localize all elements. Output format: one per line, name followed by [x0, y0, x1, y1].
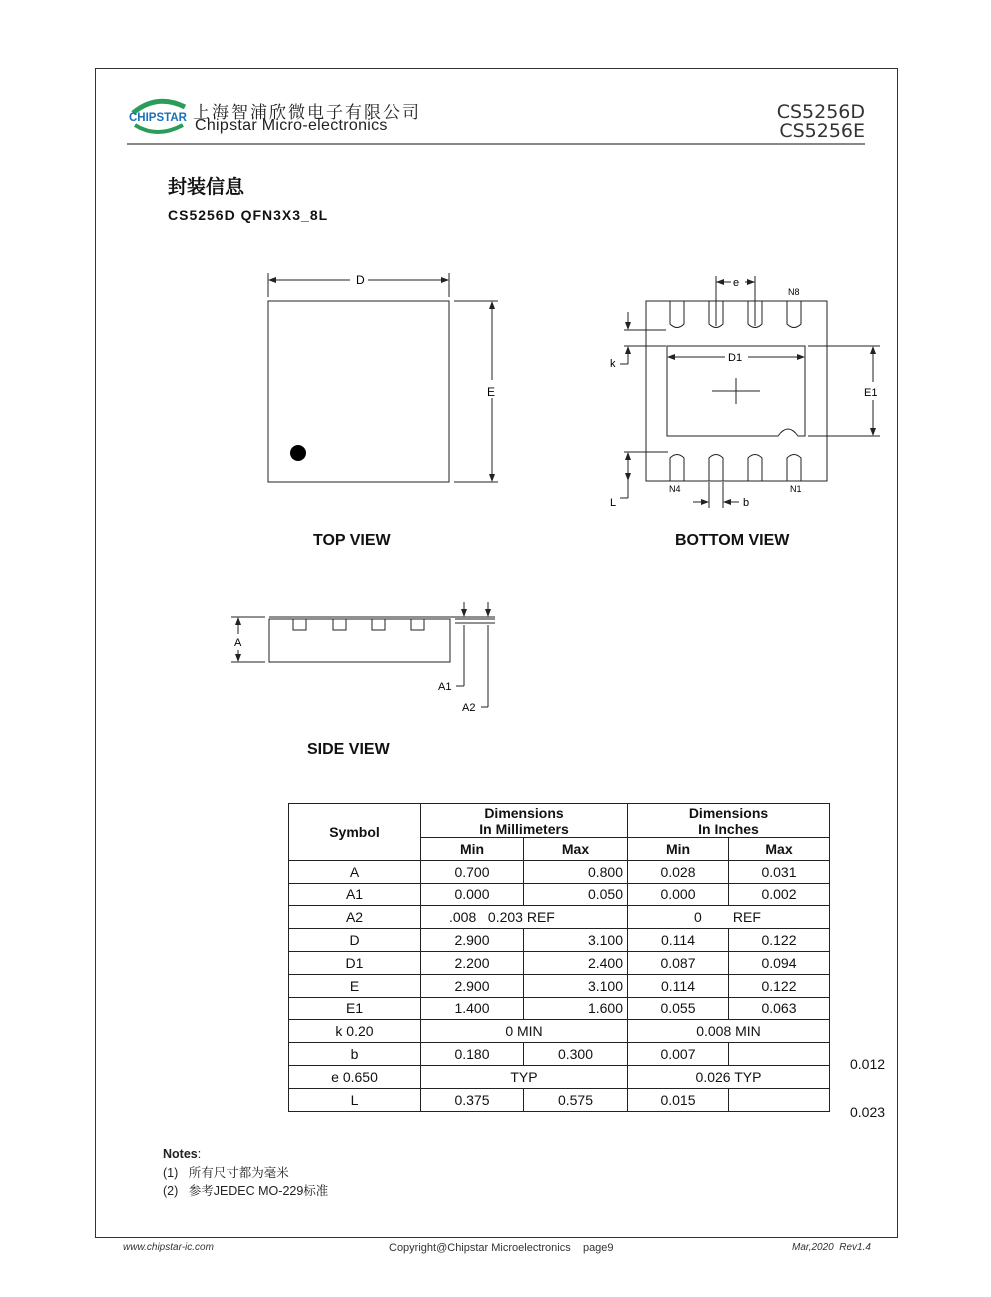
symbol-cell: k 0.20	[289, 1020, 421, 1043]
L-max-inch-outside: 0.023	[850, 1104, 886, 1120]
header-mm	[421, 804, 628, 838]
footer-copyright: Copyright@Chipstar Microelectronics page9	[389, 1242, 614, 1254]
symbol-cell: E1	[289, 997, 421, 1020]
top-view-drawing	[250, 265, 520, 495]
bottom-view-drawing	[600, 268, 890, 518]
mm-span-cell: .008 0.203 REF	[421, 906, 628, 929]
in-max-cell: 0.094	[729, 951, 830, 974]
notes	[163, 1145, 328, 1201]
in-max-cell: 0.063	[729, 997, 830, 1020]
top-view-label: TOP VIEW	[313, 532, 391, 549]
symbol-cell: A2	[289, 906, 421, 929]
notes-title: Notes:	[163, 1147, 202, 1161]
header-in-max: Max	[729, 838, 830, 861]
header-in-line2: In Inches	[698, 820, 759, 837]
label-E: E	[487, 385, 496, 399]
footer-revision: Mar,2020 Rev1.4	[792, 1242, 871, 1253]
table-row	[289, 974, 830, 997]
in-max-cell: 0.122	[729, 929, 830, 952]
label-D: D	[356, 273, 365, 287]
dimensions-table	[288, 803, 830, 1112]
table-row	[289, 860, 830, 883]
header-symbol: Symbol	[289, 804, 421, 861]
label-A: A	[234, 637, 242, 649]
label-A2: A2	[462, 702, 476, 714]
in-span-cell: 0.008 MIN	[628, 1020, 830, 1043]
b-max-inch-outside: 0.012	[850, 1056, 886, 1072]
in-max-cell: 0.002	[729, 883, 830, 906]
side-view-drawing	[225, 598, 505, 723]
table-row	[289, 929, 830, 952]
header-mm-min: Min	[421, 838, 524, 861]
header-in-line1: Dimensions	[688, 804, 769, 821]
mm-span-cell: 0 MIN	[421, 1020, 628, 1043]
notes-title-text: Notes	[163, 1147, 198, 1161]
table-row	[289, 997, 830, 1020]
mm-min-cell: 0.000	[421, 883, 524, 906]
header-mm-max: Max	[524, 838, 628, 861]
header-in	[628, 804, 830, 838]
in-max-cell	[729, 1088, 830, 1111]
footer-website[interactable]: www.chipstar-ic.com	[123, 1242, 214, 1253]
table-row	[289, 1065, 830, 1088]
label-L: L	[610, 497, 617, 509]
mm-span-cell: TYP	[421, 1065, 628, 1088]
mm-min-cell: 0.700	[421, 860, 524, 883]
header-in-min: Min	[628, 838, 729, 861]
mm-max-cell: 3.100	[524, 929, 628, 952]
header-divider	[127, 143, 865, 145]
symbol-cell: E	[289, 974, 421, 997]
symbol-cell: A1	[289, 883, 421, 906]
label-N1: N1	[790, 484, 802, 494]
table-row	[289, 1043, 830, 1066]
label-D1: D1	[728, 352, 743, 364]
table-row	[289, 1088, 830, 1111]
table-row	[289, 906, 830, 929]
label-E1: E1	[864, 387, 878, 399]
chipstar-logo	[127, 95, 191, 137]
in-min-cell: 0.007	[628, 1043, 729, 1066]
table-row	[289, 1020, 830, 1043]
mm-min-cell: 2.900	[421, 929, 524, 952]
part-numbers	[777, 103, 865, 141]
table-row	[289, 951, 830, 974]
company-name-cn: 上海智浦欣微电子有限公司	[193, 103, 421, 122]
mm-max-cell: 0.575	[524, 1088, 628, 1111]
part-number-2: CS5256E	[779, 120, 865, 142]
company-name-en: Chipstar Micro-electronics	[195, 117, 388, 134]
label-k: k	[610, 358, 616, 370]
mm-max-cell: 1.600	[524, 997, 628, 1020]
symbol-cell: D	[289, 929, 421, 952]
mm-min-cell: 2.900	[421, 974, 524, 997]
in-span-cell: 0.026 TYP	[628, 1065, 830, 1088]
note-item-1: (1) 所有尺寸都为毫米	[163, 1165, 289, 1180]
bottom-view-label: BOTTOM VIEW	[675, 532, 790, 549]
symbol-cell: e 0.650	[289, 1065, 421, 1088]
side-view-label: SIDE VIEW	[307, 741, 390, 758]
in-min-cell: 0.087	[628, 951, 729, 974]
mm-min-cell: 0.180	[421, 1043, 524, 1066]
in-span-cell: 0 REF	[628, 906, 830, 929]
mm-max-cell: 0.300	[524, 1043, 628, 1066]
in-min-cell: 0.000	[628, 883, 729, 906]
label-A1: A1	[438, 681, 452, 693]
mm-max-cell: 2.400	[524, 951, 628, 974]
section-title: 封装信息	[168, 177, 245, 198]
in-min-cell: 0.028	[628, 860, 729, 883]
logo-wordmark: CHIPSTAR	[129, 112, 187, 124]
in-max-cell: 0.122	[729, 974, 830, 997]
label-e: e	[733, 277, 740, 289]
in-min-cell: 0.114	[628, 974, 729, 997]
header-mm-line1: Dimensions	[484, 804, 564, 821]
symbol-cell: A	[289, 860, 421, 883]
in-min-cell: 0.015	[628, 1088, 729, 1111]
label-N4: N4	[669, 484, 681, 494]
header-mm-line2: In Millimeters	[479, 820, 569, 837]
in-min-cell: 0.055	[628, 997, 729, 1020]
label-N8: N8	[788, 287, 800, 297]
symbol-cell: D1	[289, 951, 421, 974]
mm-max-cell: 0.800	[524, 860, 628, 883]
table-row	[289, 883, 830, 906]
note-item-2: (2) 参考JEDEC MO-229标准	[163, 1184, 329, 1198]
part-number-1: CS5256D	[776, 101, 865, 123]
in-min-cell: 0.114	[628, 929, 729, 952]
in-max-cell	[729, 1043, 830, 1066]
mm-min-cell: 0.375	[421, 1088, 524, 1111]
in-max-cell: 0.031	[729, 860, 830, 883]
symbol-cell: L	[289, 1088, 421, 1111]
mm-max-cell: 0.050	[524, 883, 628, 906]
mm-min-cell: 1.400	[421, 997, 524, 1020]
label-b: b	[743, 497, 750, 509]
mm-min-cell: 2.200	[421, 951, 524, 974]
symbol-cell: b	[289, 1043, 421, 1066]
mm-max-cell: 3.100	[524, 974, 628, 997]
section-subtitle: CS5256D QFN3X3_8L	[168, 207, 329, 223]
